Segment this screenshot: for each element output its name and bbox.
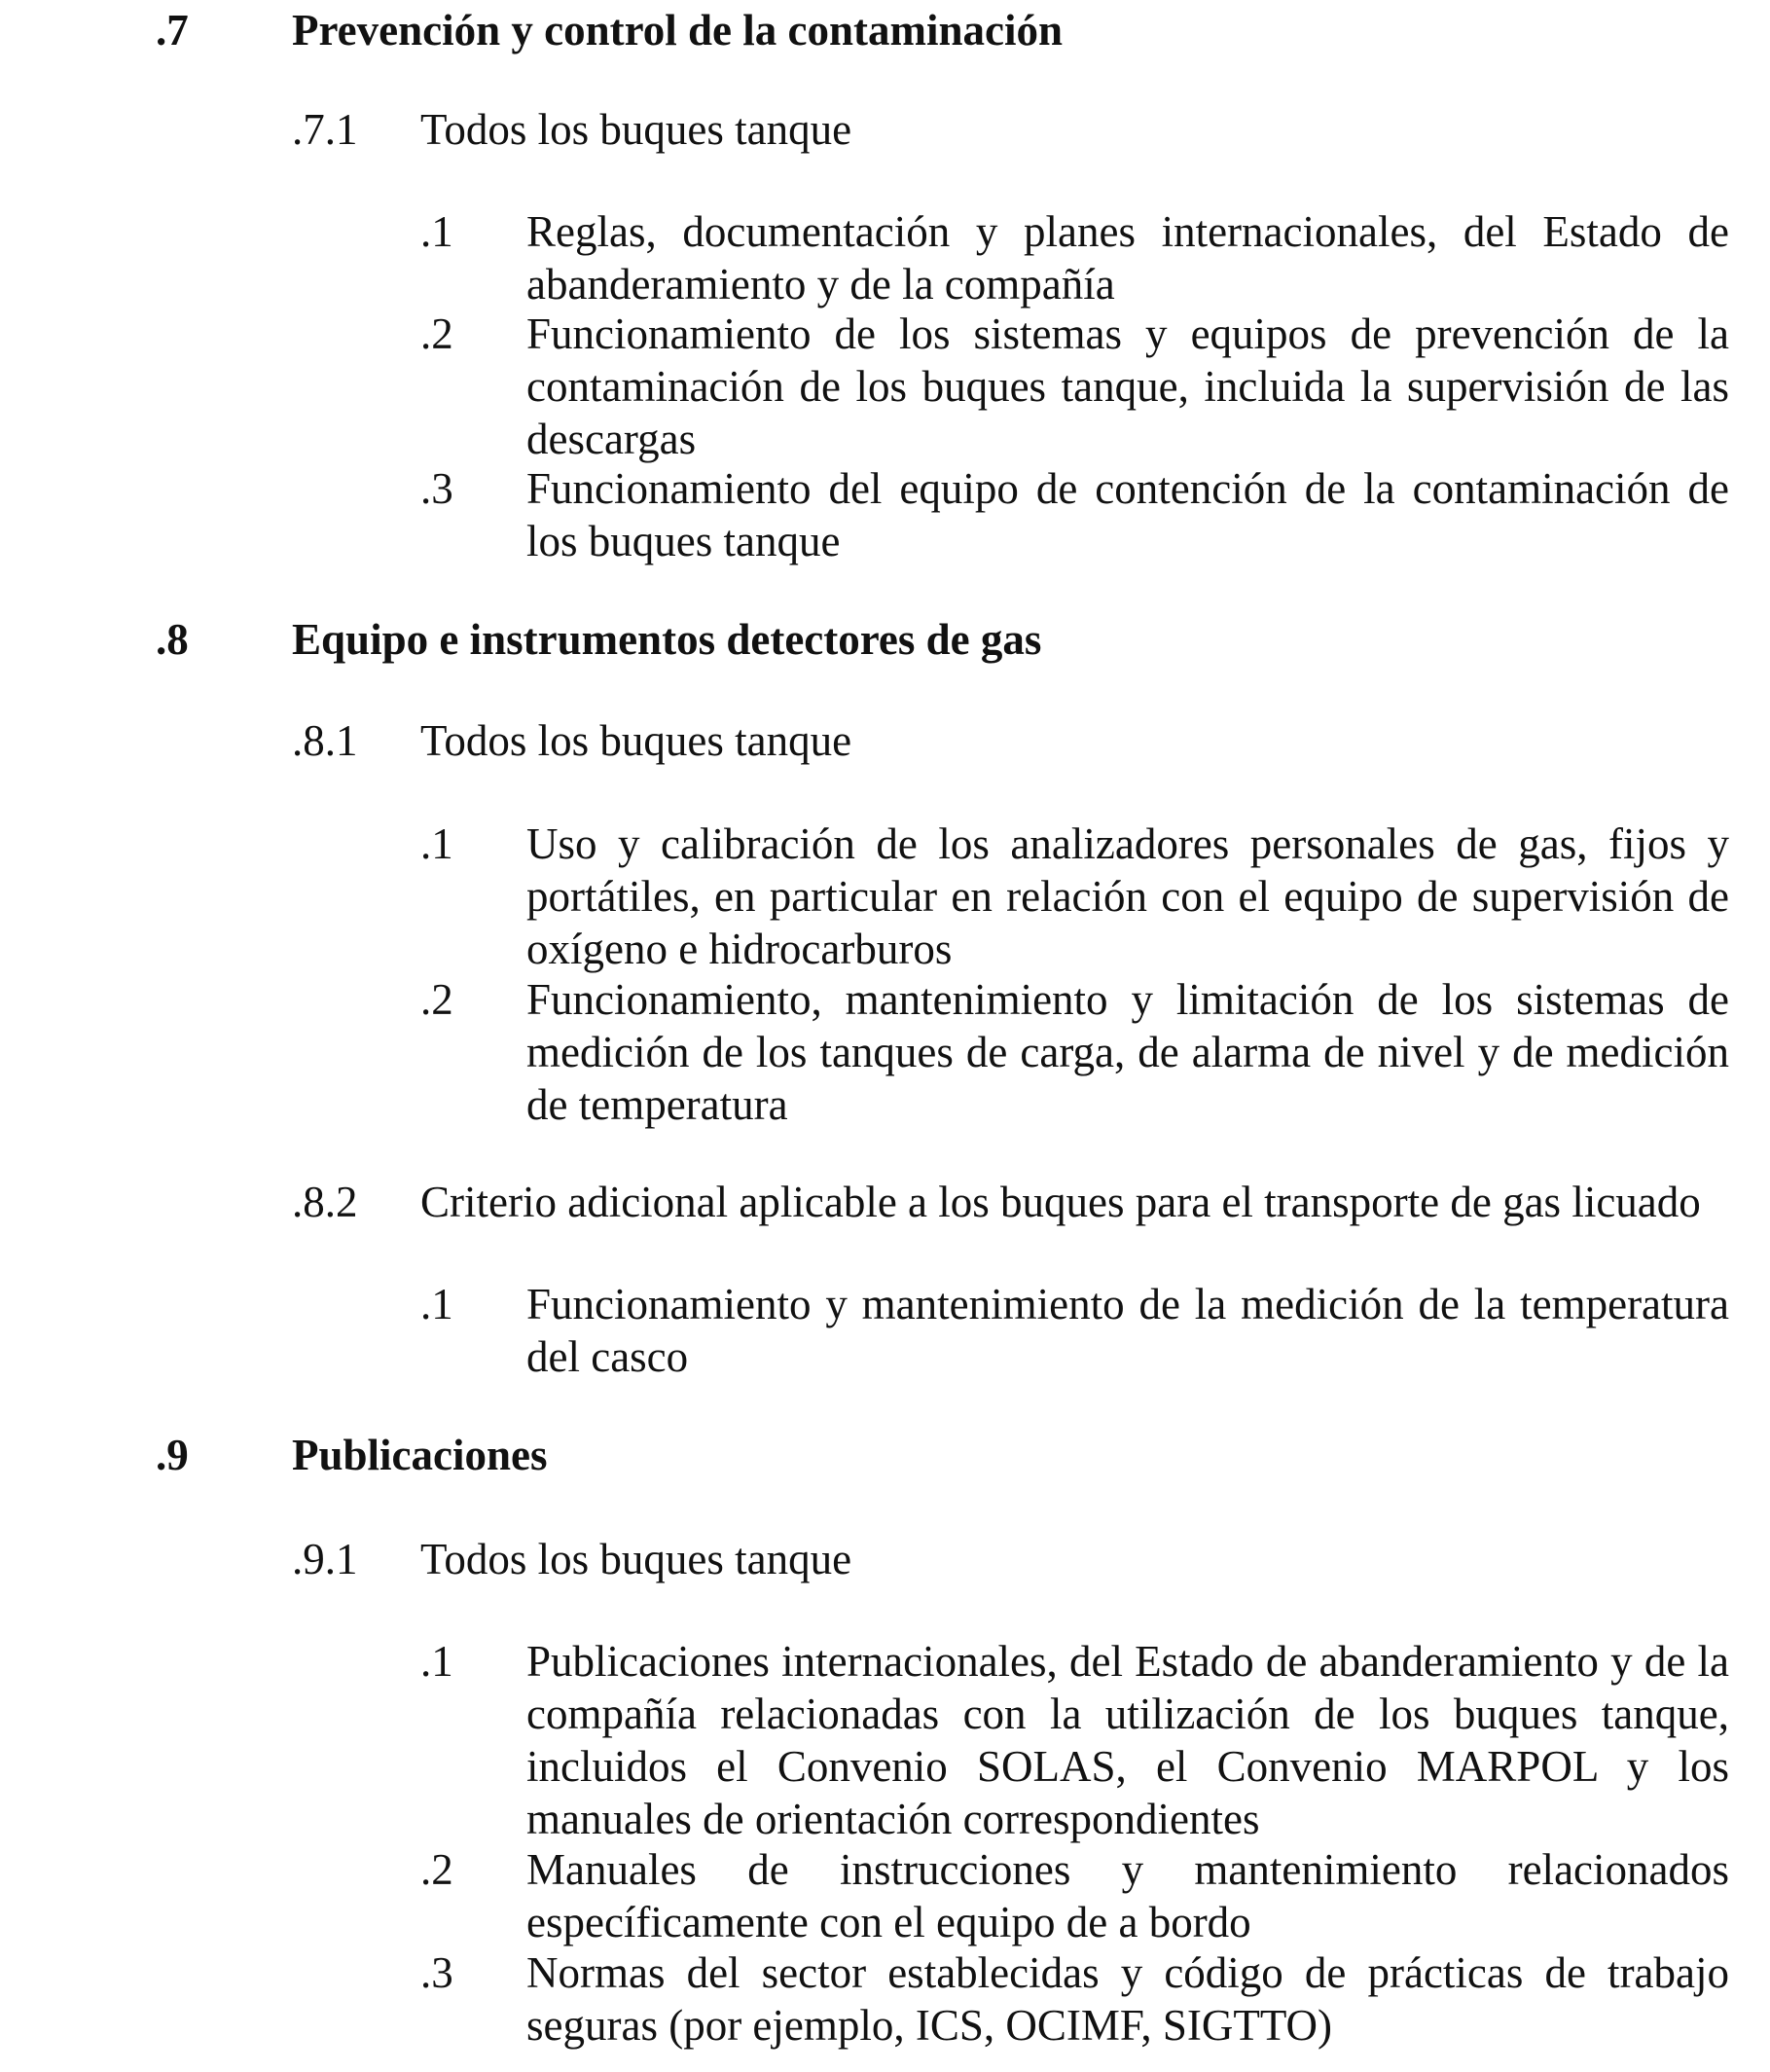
subsection-title: Todos los buques tanque: [420, 105, 852, 154]
item-text: Funcionamiento, mantenimiento y limitación de los sistemas de medición de los tanques de carga, de alarma de nivel y de medición de temperatura: [526, 975, 1729, 1129]
section-number: .9: [156, 1431, 189, 1479]
item-number: .1: [420, 1637, 453, 1686]
item-text: Publicaciones internacionales, del Estado de abanderamiento y de la compañía relacionadas con la utilización de los buques tanque, incluidos el Convenio SOLAS, el Convenio MARPOL y los manuales de orientación correspondientes: [526, 1637, 1729, 1843]
item-number: .2: [420, 975, 453, 1024]
item-number: .2: [420, 309, 453, 358]
item-text: Uso y calibración de los analizadores personales de gas, fijos y portátiles, en particular en relación con el equipo de supervisión de oxígeno e hidrocarburos: [526, 819, 1729, 973]
subsection-number: .9.1: [292, 1535, 358, 1583]
item-text: Funcionamiento del equipo de contención de la contaminación de los buques tanque: [526, 464, 1729, 565]
item-text: Funcionamiento de los sistemas y equipos de prevención de la contaminación de los buques tanque, incluida la supervisión de las descargas: [526, 309, 1729, 463]
item-number: .2: [420, 1845, 453, 1894]
section-heading: Publicaciones: [292, 1431, 548, 1479]
subsection-number: .8.2: [292, 1178, 358, 1226]
subsection-title: Todos los buques tanque: [420, 1535, 852, 1583]
item-number: .1: [420, 819, 453, 868]
item-number: .1: [420, 1280, 453, 1328]
item-text: Normas del sector establecidas y código de prácticas de trabajo seguras (por ejemplo, ICS, OCIMF, SIGTTO): [526, 1948, 1729, 2050]
subsection-number: .8.1: [292, 716, 358, 765]
subsection-title: Criterio adicional aplicable a los buques para el transporte de gas licuado: [420, 1178, 1701, 1226]
section-number: .7: [156, 6, 189, 55]
section-heading: Prevención y control de la contaminación: [292, 6, 1064, 55]
item-number: .1: [420, 207, 453, 256]
section-number: .8: [156, 615, 189, 664]
item-number: .3: [420, 464, 453, 513]
subsection-number: .7.1: [292, 105, 358, 154]
item-text: Manuales de instrucciones y mantenimiento relacionados específicamente con el equipo de a bordo: [526, 1845, 1729, 1946]
item-number: .3: [420, 1948, 453, 1997]
item-text: Reglas, documentación y planes internacionales, del Estado de abanderamiento y de la compañía: [526, 207, 1729, 309]
item-text: Funcionamiento y mantenimiento de la medición de la temperatura del casco: [526, 1280, 1729, 1381]
section-heading: Equipo e instrumentos detectores de gas: [292, 615, 1042, 664]
subsection-title: Todos los buques tanque: [420, 716, 852, 765]
